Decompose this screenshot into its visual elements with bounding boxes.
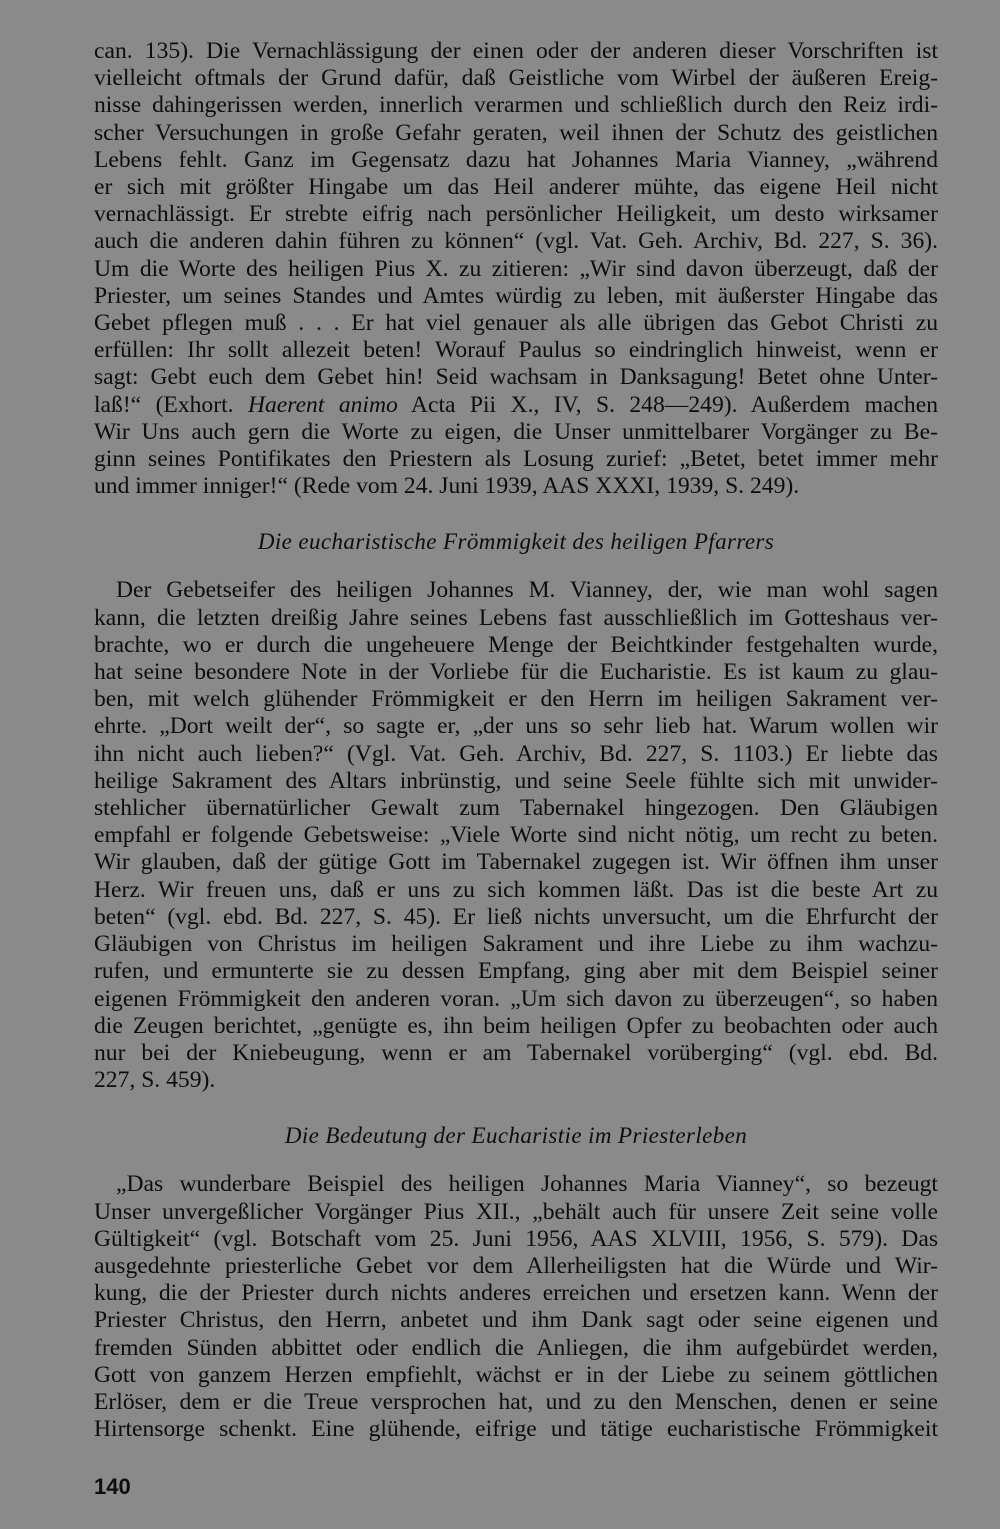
text-line: Um die Worte des heiligen Pius X. zu zitieren: „Wir sind davon überzeugt, daß der [94,255,938,282]
text-line: ihn nicht auch lieben?“ (Vgl. Vat. Geh. Archiv, Bd. 227, S. 1103.) Er liebte das [94,740,938,767]
text-line: vernachlässigt. Er strebte eifrig nach persönlicher Heiligkeit, um desto wirksamer [94,201,938,228]
text-line: can. 135). Die Vernachlässigung der einen oder der anderen dieser Vorschriften ist [94,38,938,64]
text-line: empfahl er folgende Gebetsweise: „Viele Worte sind nicht nötig, um recht zu beten. [94,822,938,849]
paragraph-continuation [94,38,938,500]
section-heading: Die eucharistische Frömmigkeit des heiligen Pfarrers [257,529,775,555]
text-line: scher Versuchungen in große Gefahr geraten, weil ihnen der Schutz des geistlichen [94,119,938,146]
paragraph-eucharist-priestly-life [94,1171,938,1443]
text-line: die Zeugen berichtet, „genügte es, ihn beim heiligen Opfer zu beobachten oder auch [94,1012,938,1039]
text-line: erfüllen: Ihr sollt allezeit beten! Worauf Paulus so eindringlich hinweist, wenn er [94,337,938,364]
text-line: 227, S. 459). [94,1067,216,1094]
text-line: „Das wunderbare Beispiel des heiligen Johannes Maria Vianney“, so bezeugt [116,1171,938,1198]
text-line: Wir Uns auch gern die Worte zu eigen, die Unser unmittelbarer Vorgänger zu Be- [94,418,938,445]
page-body [94,38,938,1443]
text-line: ehrte. „Dort weilt der“, so sagte er, „der uns so sehr lieb hat. Warum wollen wir [94,713,938,740]
text-line: er sich mit größter Hingabe um das Heil anderer mühte, das eigene Heil nicht [94,174,938,201]
text-line: ben, mit welch glühender Frömmigkeit er den Herrn im heiligen Sakrament ver- [94,686,938,713]
text-line: Herz. Wir freuen uns, daß er uns zu sich kommen läßt. Das ist die beste Art zu [94,876,938,903]
text-line: auch die anderen dahin führen zu können“ (vgl. Vat. Geh. Archiv, Bd. 227, S. 36). [94,228,938,255]
text-line: Priester, um seines Standes und Amtes würdig zu leben, mit äußerster Hingabe das [94,282,938,309]
text-line: beten“ (vgl. ebd. Bd. 227, S. 45). Er ließ nichts unversucht, um die Ehrfurcht der [94,903,938,930]
text-line: Der Gebetseifer des heiligen Johannes M. Vianney, der, wie man wohl sagen [116,577,938,604]
text-line: vielleicht oftmals der Grund dafür, daß Geistliche vom Wirbel der äußeren Ereig- [94,65,938,92]
text-line: ginn seines Pontifikates den Priestern als Losung zurief: „Betet, betet immer mehr [94,446,938,473]
text-line: und immer inniger!“ (Rede vom 24. Juni 1939, AAS XXXI, 1939, S. 249). [94,473,800,500]
text-line: Gebet pflegen muß . . . Er hat viel genauer als alle übrigen das Gebot Christi zu [94,310,938,337]
text-line: Gültigkeit“ (vgl. Botschaft vom 25. Juni 1956, AAS XLVIII, 1956, S. 579). Das [94,1225,938,1252]
text-line: brachte, wo er durch die ungeheuere Menge der Beichtkinder festgehalten wurde, [94,631,938,658]
text-line: ausgedehnte priesterliche Gebet vor dem Allerheiligsten hat die Würde und Wir- [94,1252,938,1279]
text-line: Lebens fehlt. Ganz im Gegensatz dazu hat Johannes Maria Vianney, „während [94,146,938,173]
text-line: Unser unvergeßlicher Vorgänger Pius XII., „behält auch für unsere Zeit seine volle [94,1198,938,1225]
text-line: stehlicher übernatürlicher Gewalt zum Tabernakel hingezogen. Den Gläubigen [94,795,938,822]
text-fragment: Acta Pii X., IV, S. 248—249). Außerdem machen [397,391,938,418]
text-line: hat seine besondere Note in der Vorliebe für die Eucharistie. Es ist kaum zu glau- [94,659,938,686]
text-line: heilige Sakrament des Altars inbrünstig, und seine Seele fühlte sich mit unwider- [94,767,938,794]
paragraph-eucharistic-piety [94,577,938,1094]
text-line-with-italic [94,392,938,419]
text-line: Gott von ganzem Herzen empfiehlt, wächst er in der Liebe zu seinem göttlichen [94,1361,938,1388]
text-line: Gläubigen von Christus im heiligen Sakrament und ihre Liebe zu ihm wachzu- [94,931,938,958]
section-heading: Die Bedeutung der Eucharistie im Priesterleben [284,1123,748,1149]
text-line: fremden Sünden abbittet oder endlich die Anliegen, die ihm aufgebürdet werden, [94,1334,938,1361]
text-line: rufen, und ermunterte sie zu dessen Empfang, ging aber mit dem Beispiel seiner [94,958,938,985]
text-line: eigenen Frömmigkeit den anderen voran. „Um sich davon zu überzeugen“, so haben [94,985,938,1012]
text-line: sagt: Gebt euch dem Gebet hin! Seid wachsam in Danksagung! Betet ohne Unter- [94,364,938,391]
text-line: Priester Christus, den Herrn, anbetet und ihm Dank sagt oder seine eigenen und [94,1307,938,1334]
italic-title: Haerent animo [247,391,398,418]
text-line: nur bei der Kniebeugung, wenn er am Tabernakel vorüberging“ (vgl. ebd. Bd. [94,1039,938,1066]
text-fragment: laß!“ (Exhort. [94,391,248,418]
page-number: 140 [94,1474,131,1499]
text-line: kann, die letzten dreißig Jahre seines Lebens fast ausschließlich im Gotteshaus ver- [94,604,938,631]
text-line: nisse dahingerissen werden, innerlich verarmen und schließlich durch den Reiz irdi- [94,92,938,119]
text-line: Hirtensorge schenkt. Eine glühende, eifrige und tätige eucharistische Frömmigkeit [94,1416,938,1443]
text-line: Wir glauben, daß der gütige Gott im Tabernakel zugegen ist. Wir öffnen ihm unser [94,849,938,876]
text-line: Erlöser, dem er die Treue versprochen hat, und zu den Menschen, denen er seine [94,1388,938,1415]
text-line: kung, die der Priester durch nichts anderes erreichen und ersetzen kann. Wenn der [94,1280,938,1307]
